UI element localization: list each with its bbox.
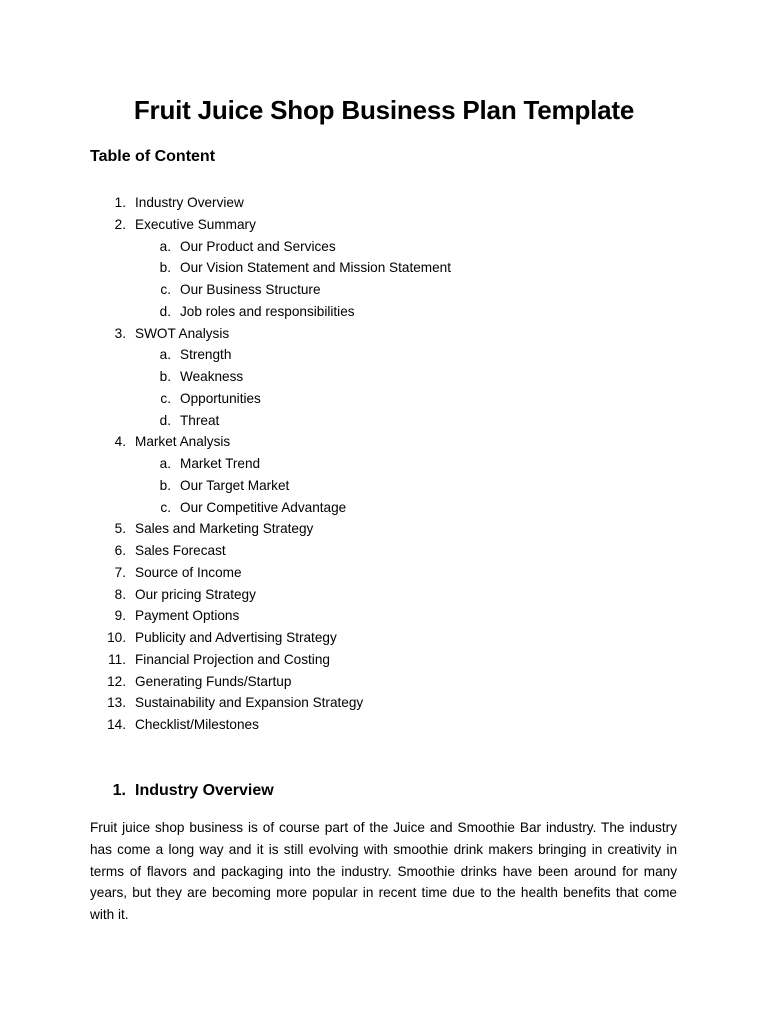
toc-item [0,323,768,345]
toc-item-label: Threat [180,412,220,428]
toc-item-label: Generating Funds/Startup [135,673,292,689]
section-number: 1. [112,782,126,799]
toc-item-label: Source of Income [135,564,242,580]
toc-item-label: Publicity and Advertising Strategy [135,630,337,645]
toc-item-label: Checklist/Milestones [135,717,259,732]
toc-item-number: a. [159,347,171,363]
toc-item-number: 7. [114,564,126,580]
toc-item [0,627,768,649]
toc-subitem [0,410,768,432]
toc-item-number: 13. [107,695,126,711]
toc-item-number: a. [159,456,171,471]
toc-subitem [0,475,768,497]
toc-item [0,649,768,671]
toc-item-number: b. [159,260,171,276]
toc-item [0,562,768,584]
toc-item-number: 9. [114,608,126,624]
toc-item-number: b. [159,369,171,384]
toc-item-number: 12. [107,673,126,689]
toc-item-label: Our Business Structure [180,282,321,297]
toc-item [0,584,768,606]
toc-item-number: d. [159,412,171,428]
toc-subitem [0,366,768,388]
toc-subitem [0,279,768,301]
toc-subitem [0,257,768,279]
section-title: Industry Overview [135,782,274,799]
toc-item-label: Our Target Market [180,477,290,493]
toc-item-label: Our Vision Statement and Mission Statement [180,260,452,276]
toc-subitem [0,301,768,323]
toc-item-label: SWOT Analysis [135,325,230,341]
table-of-contents [0,192,768,736]
toc-subitem [0,344,768,366]
toc-item-label: Executive Summary [135,216,256,232]
toc-item-label: Our Competitive Advantage [180,499,347,515]
toc-item-number: 2. [114,216,126,232]
toc-item [0,605,768,627]
toc-item-number: d. [159,303,171,319]
toc-item [0,714,768,736]
toc-item-number: b. [159,477,171,493]
toc-subitem [0,453,768,475]
toc-item-number: 11. [108,651,126,667]
document-title: Fruit Juice Shop Business Plan Template [133,95,635,125]
toc-item [0,431,768,453]
toc-item-label: Market Analysis [135,434,231,450]
toc-item-label: Sustainability and Expansion Strategy [135,695,364,711]
toc-item [0,692,768,714]
section-paragraph: Fruit juice shop business is of course part of the Juice and Smoothie Bar industry. The industry has come a long way and it is still evolving with smoothie drink makers bringing in creativity in terms of flavors and packaging into the industry. Smoothie drinks have been around for many years, but they are becoming more popular in recent time due to the health benefits that come with it. [90,820,677,922]
toc-item [0,518,768,540]
toc-item-number: 3. [114,325,126,341]
toc-item-number: 5. [114,521,126,537]
toc-item-number: 1. [114,195,126,210]
toc-item [0,540,768,562]
toc-item-number: 4. [114,434,126,450]
toc-item-label: Job roles and responsibilities [180,303,355,319]
toc-item-label: Our Product and Services [180,238,336,254]
toc-item [0,671,768,693]
toc-item-label: Strength [180,347,232,363]
toc-item-number: a. [159,238,171,254]
toc-item-label: Market Trend [180,456,261,471]
toc-item-number: c. [160,390,171,406]
toc-heading: Table of Content [90,148,216,165]
toc-item-label: Sales Forecast [135,543,226,558]
toc-item-number: c. [160,282,171,297]
toc-subitem [0,497,768,519]
toc-item-number: 14. [107,717,126,732]
toc-item-label: Industry Overview [135,195,244,210]
toc-item-label: Our pricing Strategy [135,586,256,602]
toc-item-label: Financial Projection and Costing [135,651,330,667]
toc-item-number: 6. [114,543,126,558]
toc-item-number: 10. [107,630,126,645]
toc-item-label: Sales and Marketing Strategy [135,521,314,537]
toc-item-label: Opportunities [180,390,261,406]
toc-item-label: Weakness [180,369,244,384]
toc-subitem [0,388,768,410]
toc-item-number: c. [160,499,171,515]
toc-item [0,192,768,214]
toc-item [0,214,768,236]
toc-item-label: Payment Options [135,608,240,624]
toc-subitem [0,236,768,258]
toc-item-number: 8. [114,586,126,602]
